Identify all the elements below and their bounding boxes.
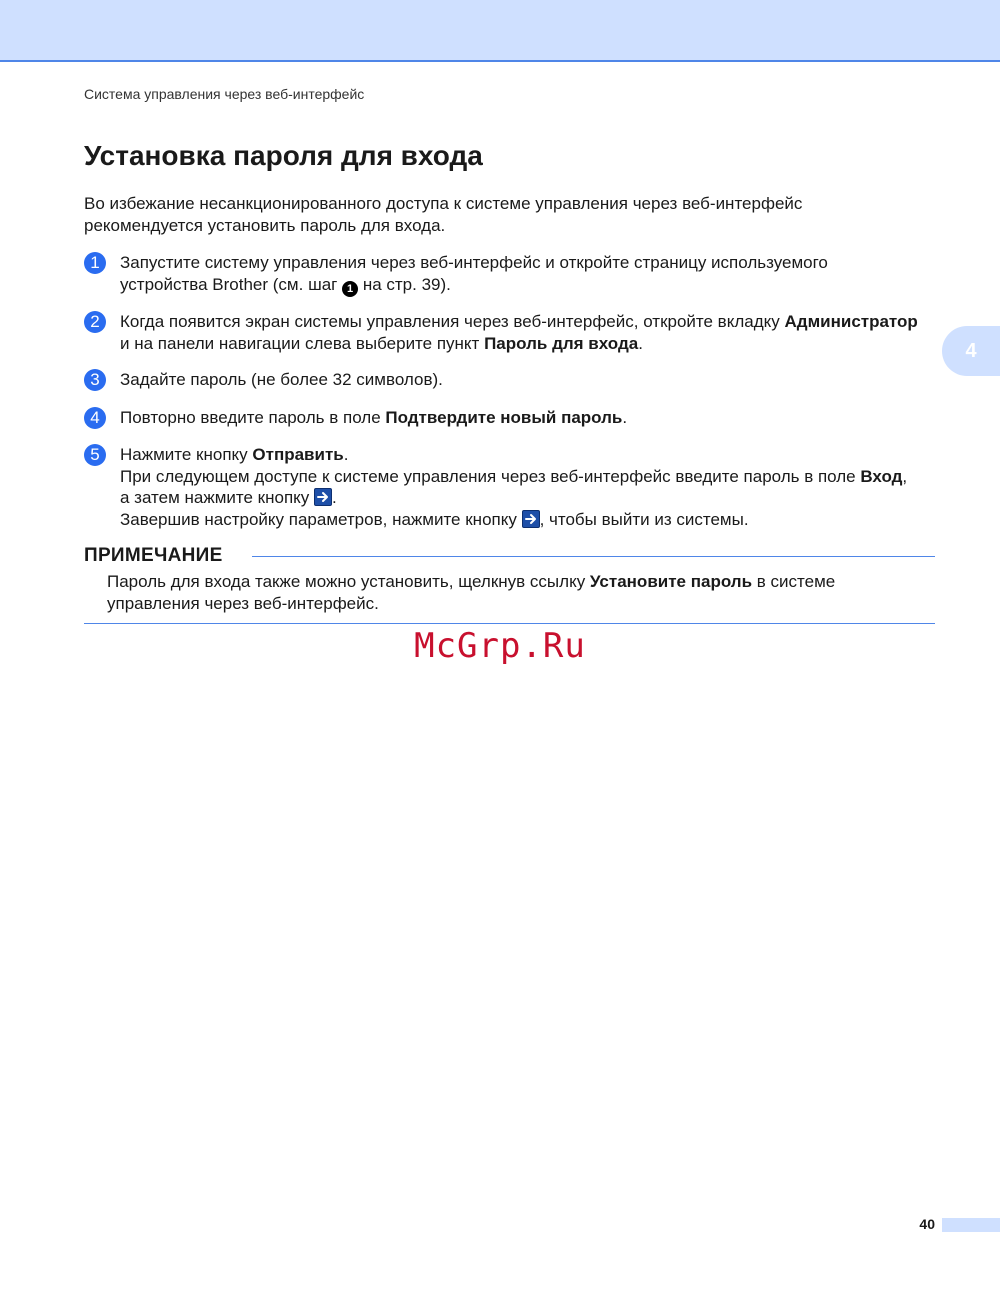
text-fragment: Завершив настройку параметров, нажмите кнопку [120, 509, 522, 529]
arrow-right-icon [314, 488, 332, 506]
note-line: управления через веб-интерфейс. [107, 593, 379, 613]
step-text [120, 444, 950, 530]
step-line [120, 487, 950, 509]
ui-term-login: Вход [860, 466, 903, 486]
running-header: Система управления через веб-интерфейс [84, 86, 365, 102]
ui-term-confirm-password: Подтвердите новый пароль [385, 408, 623, 427]
step-number-icon: 1 [84, 252, 106, 274]
page-title: Установка пароля для входа [84, 140, 483, 171]
step-line [120, 333, 950, 355]
text-fragment: Пароль для входа также можно установить, щелкнув ссылку [107, 572, 590, 591]
text-fragment: . [343, 445, 349, 464]
step-number-icon: 4 [84, 407, 106, 429]
step-number-icon: 2 [84, 311, 106, 333]
text-fragment: При следующем доступе к системе управления через веб-интерфейс введите пароль в поле [120, 466, 861, 486]
note-line [107, 571, 927, 593]
intro-line-1: Во избежание несанкционированного доступа к системе управления через веб-интерфейс [84, 194, 803, 213]
text-fragment: . [622, 408, 628, 427]
text-fragment: а затем нажмите кнопку [120, 488, 315, 507]
text-fragment: на стр. 39). [358, 274, 451, 294]
step-text [120, 311, 950, 354]
text-fragment: Когда появится экран системы управления через веб-интерфейс, откройте вкладку [120, 312, 785, 331]
intro-paragraph [84, 193, 934, 237]
text-fragment: Нажмите кнопку [120, 445, 253, 464]
step-number-icon: 3 [84, 369, 106, 391]
chapter-tab: 4 [942, 326, 1000, 376]
ui-term-login-password: Пароль для входа [484, 333, 639, 353]
intro-line-2: рекомендуется установить пароль для входа. [84, 216, 446, 235]
page-bar [942, 1218, 1000, 1232]
text-fragment: . [332, 488, 337, 507]
note-bottom-rule [84, 623, 935, 624]
note-rule [252, 556, 935, 557]
step-line: Задайте пароль (не более 32 символов). [120, 370, 443, 389]
step-text [120, 252, 950, 297]
step-reference-icon: 1 [342, 281, 358, 297]
text-fragment: . [638, 333, 643, 353]
text-fragment: и на панели навигации слева выберите пункт [120, 333, 485, 353]
step-line: Запустите систему управления через веб-интерфейс и откройте страницу используемого [120, 253, 828, 272]
note-title: ПРИМЕЧАНИЕ [84, 545, 223, 566]
page-number: 40 [919, 1216, 935, 1232]
step-number-icon: 5 [84, 444, 106, 466]
header-rule [0, 60, 1000, 62]
step-line [120, 466, 950, 488]
step-line [120, 311, 950, 333]
text-fragment: , [902, 466, 908, 486]
ui-term-set-password: Установите пароль [589, 572, 753, 591]
ui-term-submit: Отправить [252, 445, 344, 464]
step-line [120, 274, 950, 297]
ui-term-administrator: Администратор [784, 312, 918, 331]
step-text [120, 369, 950, 391]
step-line [120, 444, 950, 466]
step-line [120, 509, 950, 531]
text-fragment: в системе [752, 572, 836, 591]
header-band [0, 0, 1000, 60]
step-text [120, 407, 950, 429]
note-text [107, 571, 927, 614]
step-line [120, 407, 950, 429]
arrow-right-icon [522, 510, 540, 528]
text-fragment: устройства Brother (см. шаг [120, 274, 343, 294]
watermark: McGrp.Ru [414, 626, 586, 666]
text-fragment: , чтобы выйти из системы. [539, 509, 749, 529]
text-fragment: Повторно введите пароль в поле [120, 408, 386, 427]
